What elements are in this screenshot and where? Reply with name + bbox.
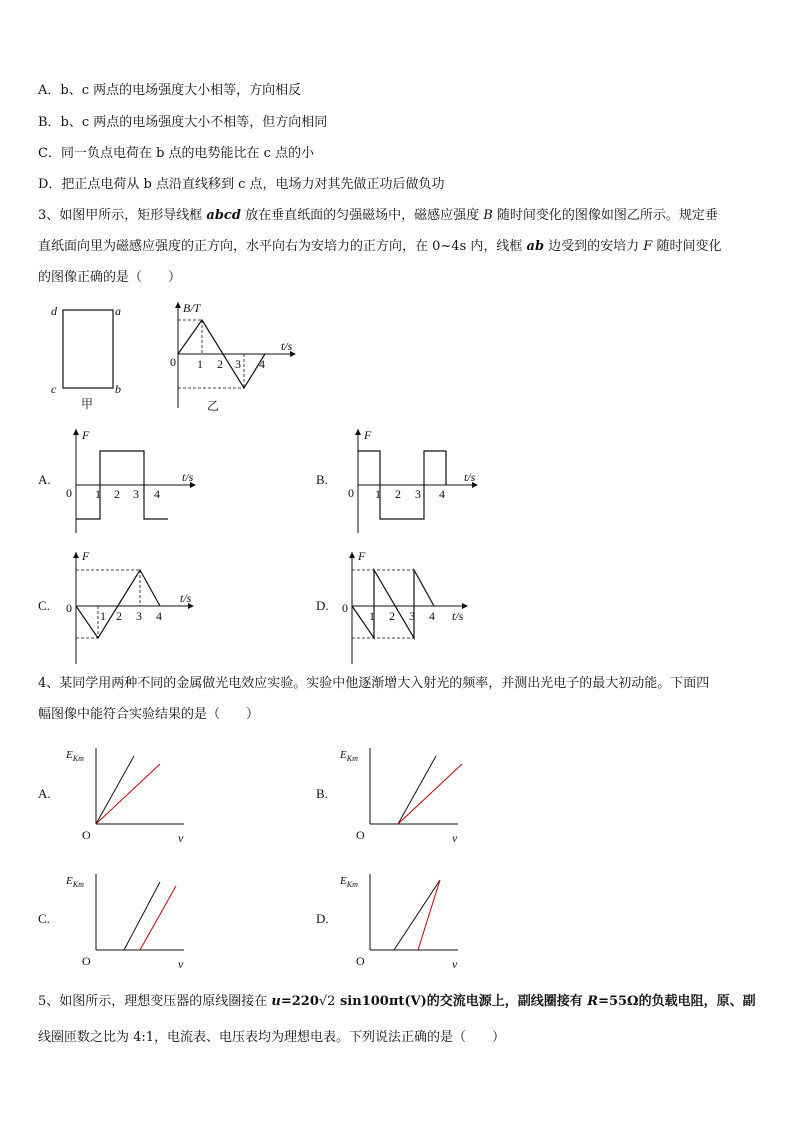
q2-option-a: A．b、c 两点的电场强度大小相等，方向相反 bbox=[38, 83, 302, 98]
label-b: b bbox=[115, 382, 121, 396]
svg-text:0: 0 bbox=[66, 601, 72, 615]
q4-option-d-graph[interactable] bbox=[336, 864, 466, 974]
svg-text:t/s: t/s bbox=[464, 470, 476, 484]
yi-ylabel: B/T bbox=[183, 301, 201, 315]
yi-tick-1: 1 bbox=[197, 357, 203, 371]
svg-text:EKm: $E_{Km}$ bbox=[340, 875, 358, 889]
q2-option-d: D．把正点电荷从 b 点沿直线移到 c 点，电场力对其先做正功后做负功 bbox=[38, 177, 445, 192]
q3-stem-line2: 直纸面向里为磁感应强度的正方向，水平向右为安培力的正方向，在 0~4s 内，线框 ab 边受到的安培力 F 随时间变化 bbox=[38, 239, 722, 254]
q4-label-d[interactable]: D. bbox=[316, 911, 329, 926]
svg-text:t/s: t/s bbox=[452, 609, 464, 623]
q3-label-b[interactable]: B. bbox=[316, 472, 328, 487]
svg-text:4: 4 bbox=[429, 609, 435, 623]
q4-stem-line1: 4、某同学用两种不同的金属做光电效应实验。实验中他逐渐增大入射光的频率，并测出光电子的最大初动能。下面四 bbox=[38, 676, 710, 691]
svg-text:0: 0 bbox=[66, 486, 72, 500]
svg-text:2: 2 bbox=[389, 609, 395, 623]
svg-text:ν: ν bbox=[178, 831, 184, 845]
q2-option-b: B．b、c 两点的电场强度大小不相等，但方向相同 bbox=[38, 115, 328, 130]
svg-text:1: 1 bbox=[369, 609, 375, 623]
q4-option-b-graph[interactable] bbox=[336, 738, 466, 848]
svg-text:4: 4 bbox=[439, 487, 445, 501]
svg-text:4: 4 bbox=[156, 609, 162, 623]
svg-text:O: O bbox=[356, 954, 365, 968]
q3-option-c-graph[interactable] bbox=[62, 548, 202, 666]
q3-label-a[interactable]: A. bbox=[38, 472, 51, 487]
q3-figure-yi bbox=[168, 298, 303, 418]
q2-option-c: C．同一负点电荷在 b 点的电势能比在 c 点的小 bbox=[38, 146, 315, 161]
q4-stem-line2: 幅图像中能符合实验结果的是（ ） bbox=[38, 707, 260, 722]
label-a: a bbox=[115, 304, 121, 318]
svg-text:O: O bbox=[82, 954, 91, 968]
q4-label-b[interactable]: B. bbox=[316, 786, 328, 801]
svg-text:F: F bbox=[82, 428, 90, 442]
svg-text:ν: ν bbox=[452, 957, 458, 971]
q3-stem-line3: 的图像正确的是（ ） bbox=[38, 270, 182, 285]
yi-xlabel: t/s bbox=[281, 339, 293, 353]
svg-text:t/s: t/s bbox=[182, 470, 194, 484]
svg-text:ν: ν bbox=[178, 957, 184, 971]
svg-text:O: O bbox=[356, 828, 365, 842]
caption-yi: 乙 bbox=[207, 399, 220, 413]
q3-option-b-graph[interactable] bbox=[344, 425, 484, 537]
svg-text:0: 0 bbox=[342, 601, 348, 615]
q4-label-c[interactable]: C. bbox=[38, 911, 50, 926]
label-c: c bbox=[51, 382, 57, 396]
svg-text:0: 0 bbox=[348, 486, 354, 500]
svg-text:4: 4 bbox=[154, 487, 160, 501]
q3-label-c[interactable]: C. bbox=[38, 598, 50, 613]
q5-stem-line1: 5、如图所示，理想变压器的原线圈接在 u=220√2 sin100πt(V)的交流电源上，副线圈接有 R=55Ω的负载电阻，原、副 bbox=[38, 994, 756, 1009]
svg-text:1: 1 bbox=[95, 487, 101, 501]
q5-stem-line2: 线圈匝数之比为 4:1，电流表、电压表均为理想电表。下列说法正确的是（ ） bbox=[38, 1030, 506, 1045]
q4-label-a[interactable]: A. bbox=[38, 786, 51, 801]
q3-option-d-graph[interactable] bbox=[340, 548, 480, 666]
svg-text:2: 2 bbox=[116, 609, 122, 623]
yi-tick-3: 3 bbox=[235, 357, 241, 371]
q3-figure-jia bbox=[45, 300, 125, 412]
caption-jia: 甲 bbox=[81, 397, 94, 411]
q3-option-a-graph[interactable] bbox=[62, 425, 202, 537]
svg-text:1: 1 bbox=[100, 609, 106, 623]
svg-text:EKm: $E_{Km}$ bbox=[66, 749, 84, 763]
svg-text:2: 2 bbox=[395, 487, 401, 501]
yi-tick-2: 2 bbox=[217, 357, 223, 371]
label-d: d bbox=[51, 304, 57, 318]
svg-text:EKm: $E_{Km}$ bbox=[340, 749, 358, 763]
svg-text:F: F bbox=[358, 549, 366, 563]
yi-tick-4: 4 bbox=[259, 357, 265, 371]
q3-label-d[interactable]: D. bbox=[316, 598, 329, 613]
svg-text:O: O bbox=[82, 828, 91, 842]
svg-text:3: 3 bbox=[136, 609, 142, 623]
q3-stem-line1: 3、如图甲所示，矩形导线框 abcd 放在垂直纸面的匀强磁场中，磁感应强度 B 随时间变化的图像如图乙所示。规定垂 bbox=[38, 208, 718, 223]
svg-text:1: 1 bbox=[375, 487, 381, 501]
q4-option-c-graph[interactable] bbox=[62, 864, 192, 974]
svg-text:ν: ν bbox=[452, 831, 458, 845]
svg-text:3: 3 bbox=[415, 487, 421, 501]
yi-origin: 0 bbox=[170, 355, 176, 369]
svg-text:F: F bbox=[364, 428, 372, 442]
q4-option-a-graph[interactable] bbox=[62, 738, 192, 848]
svg-text:3: 3 bbox=[133, 487, 139, 501]
svg-text:F: F bbox=[82, 549, 90, 563]
svg-text:2: 2 bbox=[114, 487, 120, 501]
svg-text:3: 3 bbox=[409, 609, 415, 623]
svg-text:EKm: $E_{Km}$ bbox=[66, 875, 84, 889]
svg-text:t/s: t/s bbox=[180, 591, 192, 605]
